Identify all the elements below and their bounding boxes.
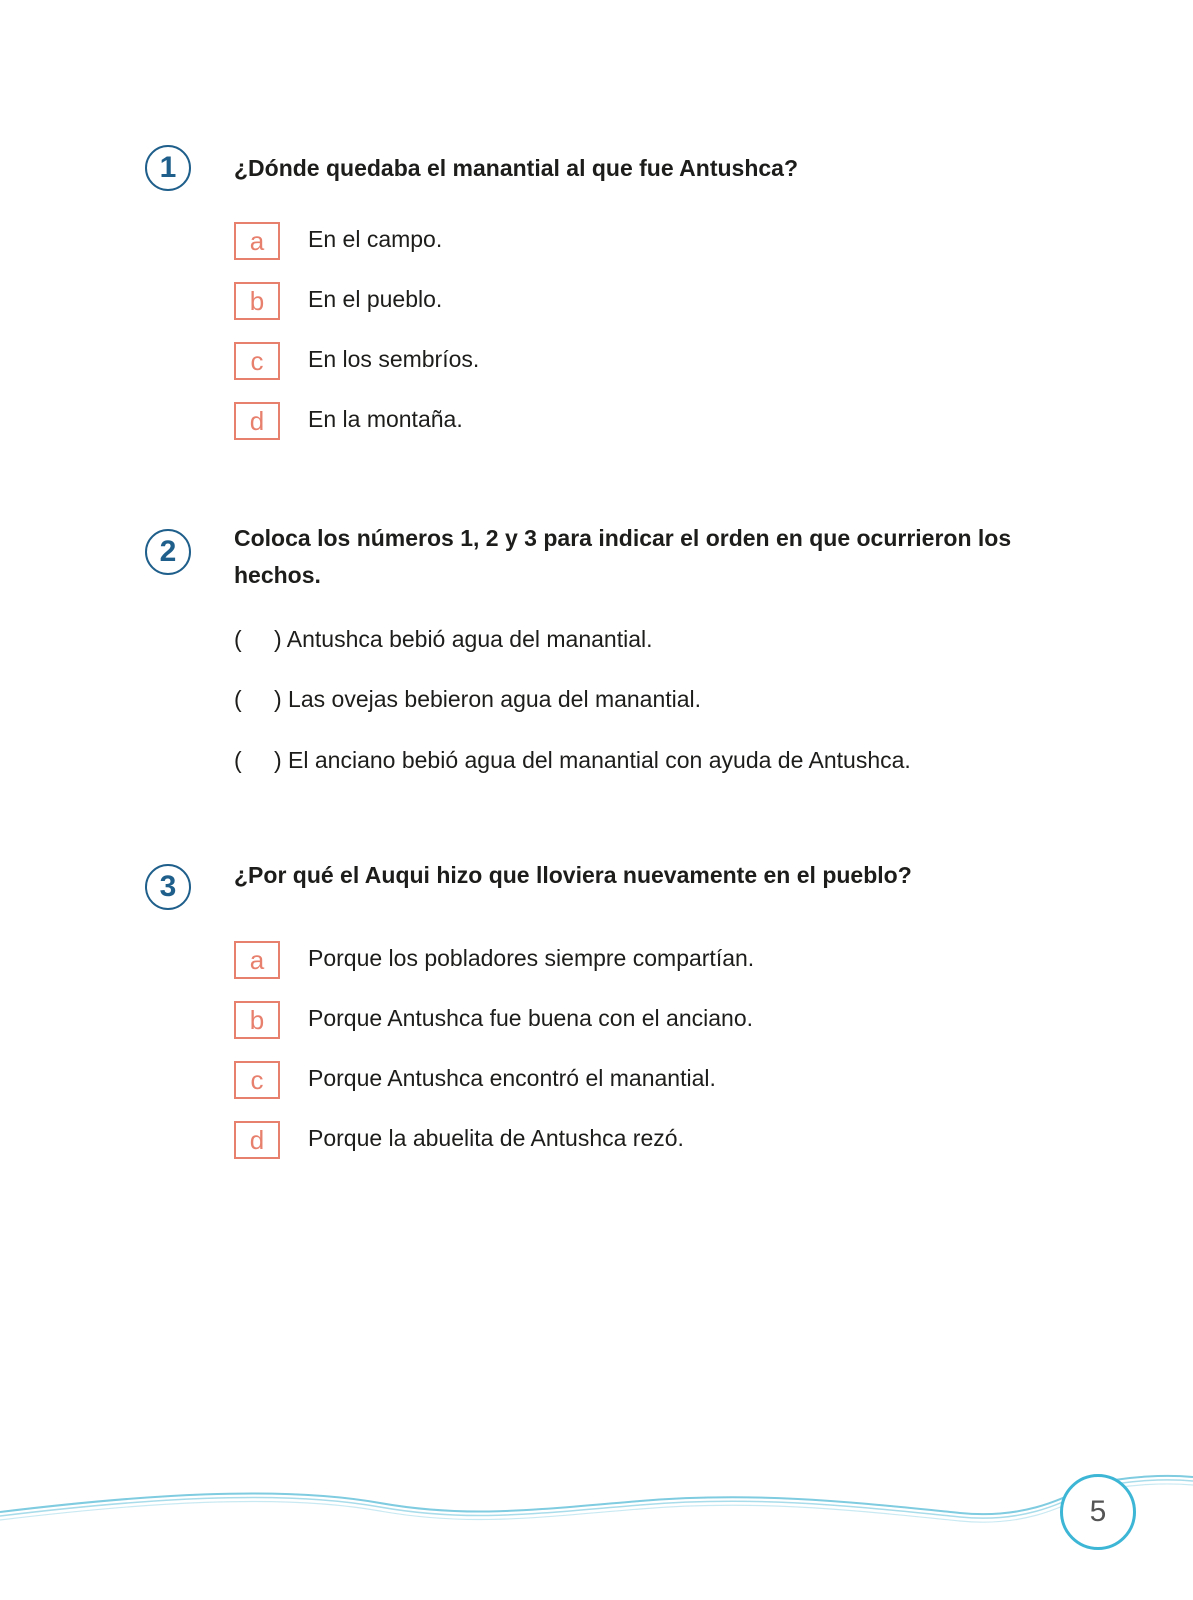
option-letter-box: b [234, 1001, 280, 1039]
question-3-text: ¿Por qué el Auqui hizo que lloviera nuevamente en el pueblo? [234, 862, 912, 888]
order-blank[interactable]: ( [234, 626, 242, 652]
q2-order-item-2[interactable] [234, 686, 701, 713]
question-number-3: 3 [145, 864, 191, 910]
question-number-1: 1 [145, 145, 191, 191]
question-1-text: ¿Dónde quedaba el manantial al que fue Antushca? [234, 155, 799, 181]
page-number: 5 [1060, 1474, 1136, 1550]
option-text: Porque Antushca encontró el manantial. [308, 1065, 716, 1091]
order-item-text: ) Antushca bebió agua del manantial. [274, 626, 653, 652]
option-text: Porque la abuelita de Antushca rezó. [308, 1125, 684, 1151]
question-2-text: Coloca los números 1, 2 y 3 para indicar el orden en que ocurrieron los hechos. [234, 525, 1012, 588]
order-item-text: ) El anciano bebió agua del manantial con ayuda de Antushca. [274, 747, 911, 773]
q2-order-item-3[interactable] [234, 747, 911, 774]
order-blank[interactable]: ( [234, 747, 242, 773]
option-letter-box: a [234, 222, 280, 260]
option-letter-box: d [234, 1121, 280, 1159]
option-text: Porque Antushca fue buena con el anciano. [308, 1005, 754, 1031]
q2-order-item-1[interactable] [234, 626, 653, 653]
option-letter-box: c [234, 1061, 280, 1099]
order-blank[interactable]: ( [234, 686, 242, 712]
option-text: En la montaña. [308, 406, 463, 432]
question-number-2: 2 [145, 529, 191, 575]
option-text: Porque los pobladores siempre compartían. [308, 945, 755, 971]
option-letter-box: a [234, 941, 280, 979]
option-text: En el pueblo. [308, 286, 443, 312]
decorative-wave [0, 1465, 1193, 1545]
option-letter-box: b [234, 282, 280, 320]
option-letter-box: c [234, 342, 280, 380]
option-text: En el campo. [308, 226, 443, 252]
option-text: En los sembríos. [308, 346, 480, 372]
option-letter-box: d [234, 402, 280, 440]
order-item-text: ) Las ovejas bebieron agua del manantial. [274, 686, 702, 712]
